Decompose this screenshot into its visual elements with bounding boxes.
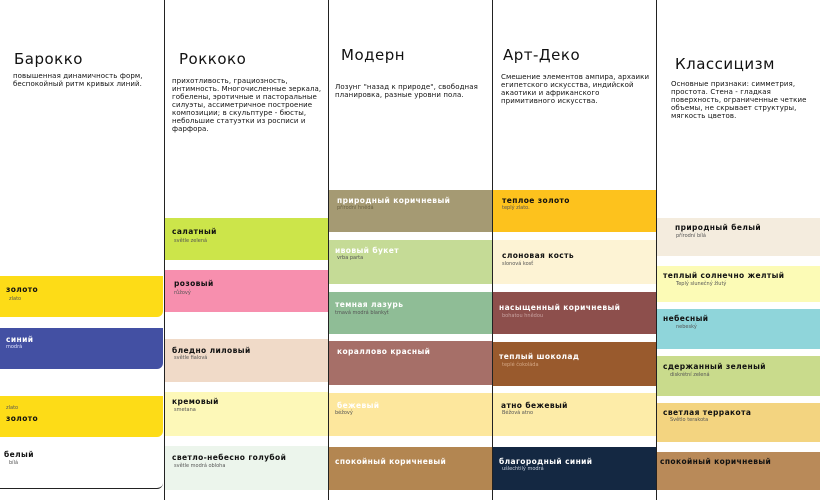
color-swatch	[657, 452, 820, 490]
swatch-name: теплый солнечно желтый	[663, 271, 785, 280]
color-swatch	[165, 339, 328, 382]
color-swatch	[0, 396, 163, 437]
color-swatch	[657, 218, 820, 256]
color-swatch	[493, 190, 656, 232]
color-swatch	[329, 240, 492, 284]
color-swatch	[165, 218, 328, 260]
swatch-name: насыщенный коричневый	[499, 303, 621, 312]
swatch-subtitle: ušlechtilý modrá	[502, 466, 544, 472]
swatch-subtitle: Světlo terakota	[670, 417, 709, 423]
column-description: повышенная динамичность форм, беспокойный ритм кривых линий.	[13, 72, 143, 88]
swatch-name: розовый	[174, 279, 214, 288]
swatch-name: бежевый	[337, 401, 380, 410]
swatch-subtitle: světle zelená	[174, 238, 208, 244]
swatch-name: слоновая кость	[502, 251, 575, 260]
swatch-name: темная лазурь	[335, 300, 404, 309]
swatch-subtitle: světle modrá obloha	[174, 463, 226, 469]
swatch-name: бледно лиловый	[172, 346, 251, 355]
column-description: прихотливость, грациозность, интимность. Многочисленные зеркала, гобелены, эротичные и пасторальные силуэты, ассиметричное построение композиции; в скульптуре - бюсты, небольшие статуэтки из росписи и фарфора.	[172, 77, 322, 133]
swatch-subtitle: teplé čokoláda	[502, 362, 539, 368]
swatch-subtitle: světle fialová	[174, 355, 208, 361]
color-swatch	[329, 190, 492, 232]
swatch-subtitle: modrá	[6, 344, 23, 350]
swatch-subtitle: bílá	[9, 460, 19, 466]
swatch-subtitle: bohatou hnědou	[502, 313, 544, 319]
color-swatch	[657, 356, 820, 396]
color-swatch	[657, 266, 820, 302]
color-swatch	[493, 447, 656, 490]
swatch-subtitle: béžový	[335, 410, 353, 416]
color-swatch	[329, 341, 492, 385]
swatch-name: атно бежевый	[501, 401, 568, 410]
color-swatch	[329, 447, 492, 490]
swatch-name: кремовый	[172, 397, 219, 406]
color-swatch	[165, 446, 328, 490]
swatch-subtitle: zlato	[9, 296, 22, 302]
column-description: Лозунг "назад к природе", свободная планировка, разные уровни пола.	[335, 83, 478, 99]
color-swatch	[493, 292, 656, 334]
swatch-subtitle: zlato	[6, 405, 19, 411]
swatch-subtitle: vrba parta	[337, 255, 364, 261]
column-title: Классицизм	[675, 55, 775, 73]
swatch-subtitle: slonová kosť	[502, 261, 534, 267]
column-classicism	[657, 0, 820, 500]
column-baroque	[0, 0, 163, 500]
color-swatch	[0, 276, 163, 317]
swatch-subtitle: nebeský	[676, 324, 697, 330]
swatch-subtitle: přírodní hnědá	[337, 205, 374, 211]
color-swatch	[657, 403, 820, 442]
color-swatch	[165, 270, 328, 312]
swatch-name: сдержанный зеленый	[663, 362, 766, 371]
swatch-subtitle: Béžová atno	[502, 410, 534, 416]
swatch-subtitle: přírodní bílá	[676, 233, 706, 239]
column-description: Смешение элементов ампира, архаики египетского искусства, индийской акаотики и африканского примитивного искусства.	[501, 73, 650, 105]
column-title: Модерн	[341, 46, 406, 64]
column-art-deco	[493, 0, 656, 500]
column-description: Основные признаки: симметрия, простота. Стена - гладкая поверхность, ограниченные четкие объемы, не скрывает структуры, мягкость цветов.	[671, 80, 807, 120]
swatch-name: ивовый букет	[335, 246, 399, 255]
swatch-name: природный коричневый	[337, 196, 451, 205]
color-swatch	[657, 309, 820, 349]
swatch-name: природный белый	[675, 223, 762, 232]
swatch-name: благородный синий	[499, 457, 593, 466]
color-swatch	[0, 448, 163, 489]
column-modern	[329, 0, 492, 500]
swatch-name: салатный	[172, 227, 217, 236]
swatch-name: спокойный коричневый	[660, 457, 772, 466]
swatch-subtitle: růžový	[174, 290, 191, 296]
swatch-name: кораллово красный	[337, 347, 431, 356]
column-title: Барокко	[14, 50, 83, 68]
swatch-subtitle: tmavá modrá blankyt	[335, 310, 389, 316]
column-title: Арт-Деко	[503, 46, 581, 64]
swatch-name: теплый шоколад	[499, 352, 580, 361]
swatch-name: спокойный коричневый	[335, 457, 447, 466]
column-title: Роккоко	[179, 50, 247, 68]
swatch-subtitle: Teplý slunečný žlutý	[676, 281, 727, 287]
color-swatch	[329, 393, 492, 436]
swatch-subtitle: smetana	[174, 407, 196, 413]
color-swatch	[0, 328, 163, 369]
color-swatch	[329, 292, 492, 334]
swatch-subtitle: teplý zlato.	[502, 205, 530, 211]
color-swatch	[493, 342, 656, 386]
swatch-subtitle: diskrétní zelená	[670, 372, 710, 378]
swatch-name: светлая терракота	[663, 408, 752, 417]
column-rococo	[165, 0, 328, 500]
swatch-name: теплое золото	[502, 196, 570, 205]
color-swatch	[165, 392, 328, 436]
swatch-name: синий	[6, 335, 34, 344]
color-swatch	[493, 240, 656, 284]
swatch-name: золото	[6, 285, 39, 294]
swatch-name: светло-небесно голубой	[172, 453, 287, 462]
color-swatch	[493, 393, 656, 436]
swatch-name: золото	[6, 414, 39, 423]
swatch-name: белый	[4, 450, 34, 459]
swatch-name: небесный	[663, 314, 709, 323]
